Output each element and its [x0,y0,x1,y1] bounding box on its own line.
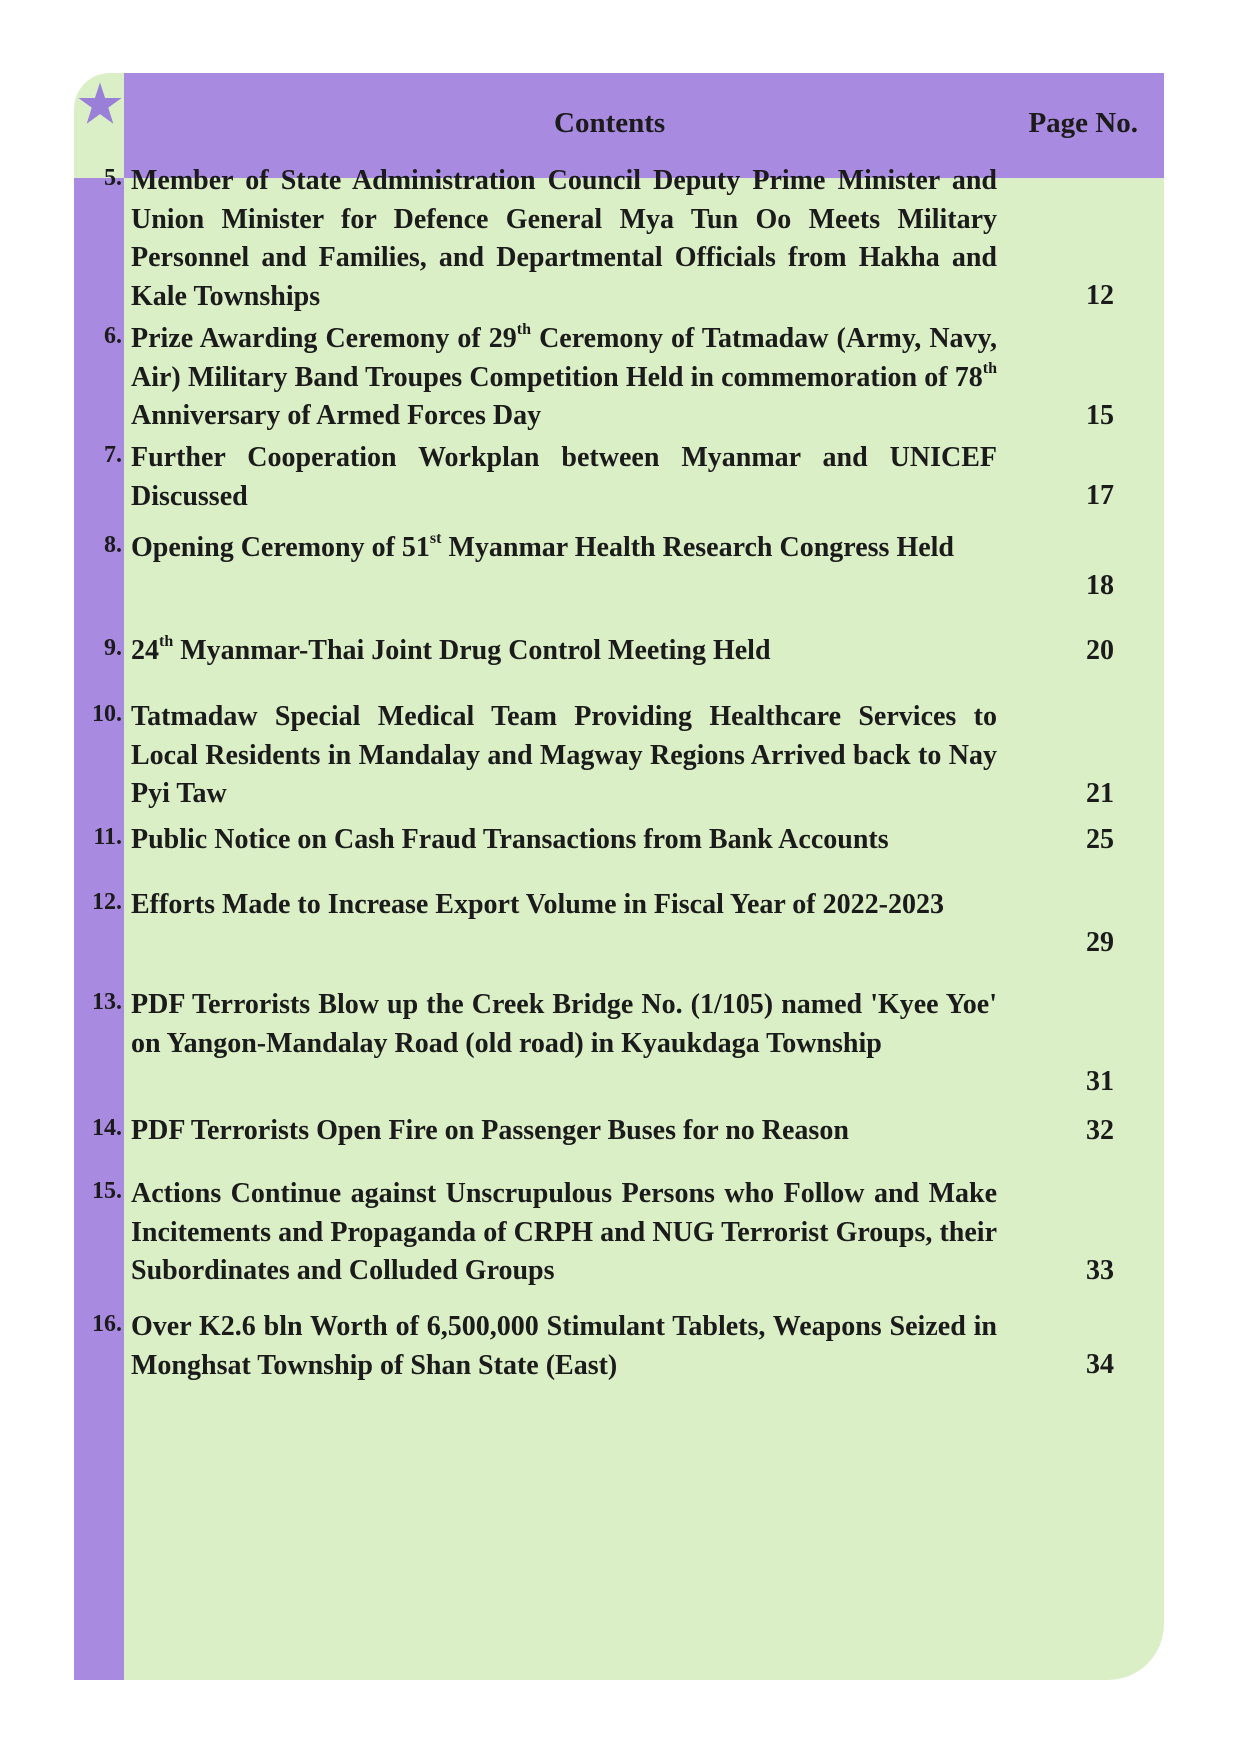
entry-page: 29 [1086,927,1114,958]
entry-page: 18 [1086,570,1114,601]
entry-page: 34 [1086,1349,1114,1380]
entry-number: 5. [104,165,122,191]
entry-title: Further Cooperation Workplan between Myanmar and UNICEF Discussed [131,442,997,512]
entry-number: 11. [93,824,122,850]
entry-page: 31 [1086,1066,1114,1097]
entry-title: 24th Myanmar-Thai Joint Drug Control Meeting Held [131,633,771,666]
side-strip [74,178,124,1680]
entry-number: 8. [104,532,122,558]
entry-title: Opening Ceremony of 51st Myanmar Health Research Congress Held [131,530,955,563]
entry-title: Public Notice on Cash Fraud Transactions from Bank Accounts [131,824,889,855]
entry-number: 14. [92,1115,122,1141]
entry-title: Over K2.6 bln Worth of 6,500,000 Stimulant Tablets, Weapons Seized in Monghsat Township of Shan State (East) [131,1311,997,1381]
entry-number: 15. [92,1178,122,1204]
entry-title: Efforts Made to Increase Export Volume in Fiscal Year of 2022-2023 [131,889,944,920]
entry-title: PDF Terrorists Open Fire on Passenger Buses for no Reason [131,1115,849,1146]
entry-number: 6. [104,323,122,349]
contents-heading: Contents [554,107,666,139]
entry-number: 12. [92,889,122,915]
entry-page: 15 [1086,400,1114,431]
entry-title: Actions Continue against Unscrupulous Persons who Follow and Make Incitements and Propaganda of CRPH and NUG Terrorist Groups, their Subordinates and Colluded Groups [131,1178,997,1286]
entry-page: 25 [1086,824,1114,855]
entry-title: Member of State Administration Council Deputy Prime Minister and Union Minister for Defence General Mya Tun Oo Meets Military Personnel and Families, and Departmental Officials from Hakha and Kale Townships [131,165,997,312]
entry-page: 32 [1086,1115,1114,1146]
page-number-heading: Page No. [1028,107,1138,139]
entry-title: Prize Awarding Ceremony of 29th Ceremony of Tatmadaw (Army, Navy, Air) Military Band Troupes Competition Held in commemoration of 78th Anniversary of Armed Forces Day [131,321,998,431]
entry-number: 16. [92,1311,122,1337]
entry-page: 17 [1086,480,1114,511]
entry-page: 12 [1086,280,1114,311]
entry-title: Tatmadaw Special Medical Team Providing Healthcare Services to Local Residents in Mandalay and Magway Regions Arrived back to Nay Pyi Taw [131,701,997,809]
entry-page: 33 [1086,1255,1114,1286]
entry-number: 9. [104,635,122,661]
entry-number: 13. [92,989,122,1015]
star-icon [77,81,123,127]
entry-page: 20 [1086,635,1114,666]
entry-number: 7. [104,442,122,468]
entry-number: 10. [92,701,122,727]
entry-page: 21 [1086,778,1114,809]
entry-title: PDF Terrorists Blow up the Creek Bridge No. (1/105) named 'Kyee Yoe' on Yangon-Mandalay Road (old road) in Kyaukdaga Township [131,989,997,1059]
contents-panel [74,73,1164,1680]
